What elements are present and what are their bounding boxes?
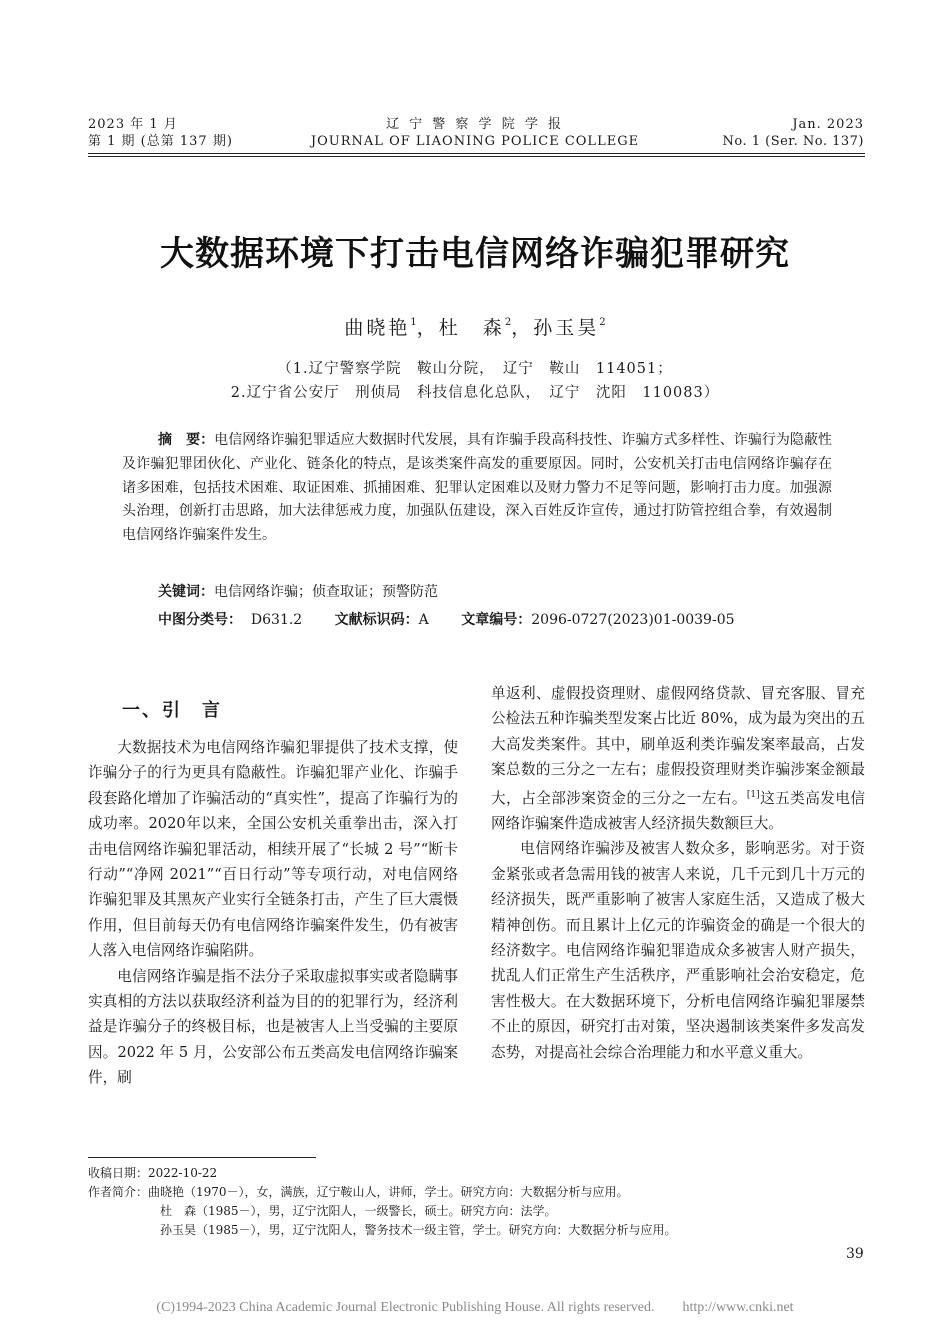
keywords-text: 电信网络诈骗；侦查取证；预警防范: [214, 584, 438, 600]
article-title: 大数据环境下打击电信网络诈骗犯罪研究: [160, 234, 790, 274]
article-no-label: 文章编号：: [461, 612, 532, 628]
author-separator: ，: [511, 317, 534, 339]
author-list: [0, 313, 950, 340]
affiliation-1: （1.辽宁警察学院 鞍山分院， 辽宁 鞍山 114051；: [277, 361, 673, 377]
doc-code-label: 文献标识码：: [334, 612, 419, 628]
paragraph: 电信网络诈骗是指不法分子采取虚拟事实或者隐瞒事实真相的方法以获取经济利益为目的的犯罪行为，经济利益是诈骗分子的终极目标，也是被害人上当受骗的主要原因。2022 年 5 月，公安部公布五类高发电信网络诈骗案件，刷: [88, 967, 458, 1087]
author-affil-mark: 1: [410, 317, 417, 328]
header-date-en: Jan. 2023: [792, 117, 864, 132]
clc-label: 中图分类号：: [158, 612, 242, 628]
header-rule-bottom: [88, 156, 865, 157]
bio-label: 作者简介：: [88, 1185, 149, 1199]
affiliation-2: 2.辽宁省公安厅 刑侦局 科技信息化总队， 辽宁 沈阳 110083）: [230, 385, 720, 401]
doc-code-value: A: [418, 612, 429, 628]
right-column: [491, 681, 865, 1065]
author-name: 杜 森: [438, 317, 505, 339]
author-name: 曲晓艳: [344, 317, 411, 339]
author-affil-mark: 2: [599, 317, 606, 328]
keywords: [158, 581, 438, 603]
paragraph: 电信网络诈骗涉及被害人数众多，影响恶劣。对于资金紧张或者急需用钱的被害人来说，几千元到几十万元的经济损失，既严重影响了被害人家庭生活，又造成了极大精神创伤。而且累计上亿元的诈骗资金的确是一个很大的经济数字。电信网络诈骗犯罪造成众多被害人财产损失，扰乱人们正常生产生活秩序，严重影响社会治安稳定，危害性极大。在大数据环境下，分析电信网络诈骗犯罪屡禁不止的原因，研究打击对策，坚决遏制该类案件多发高发态势，对提高社会综合治理能力和水平意义重大。: [491, 840, 865, 1061]
header-rule-top: [88, 153, 865, 154]
footnote-rule: [88, 1157, 316, 1158]
article-no-value: 2096-0727(2023)01-0039-05: [531, 612, 735, 628]
abstract-text: 电信网络诈骗犯罪适应大数据时代发展，具有诈骗手段高科技性、诈骗方式多样性、诈骗行为隐蔽性及诈骗犯罪团伙化、产业化、链条化的特点，是该类案件高发的重要原因。同时，公安机关打击电信网络诈骗存在诸多困难，包括技术困难、取证困难、抓捕困难、犯罪认定困难以及财力警力不足等问题，影响打击力度。加强源头治理，创新打击思路，加大法律惩戒力度，加强队伍建设，深入百姓反诈宣传，通过打防管控组合拳，有效遏制电信网络诈骗案件发生。: [122, 432, 832, 544]
author-bio-1: 作者简介：曲晓艳（1970－），女，满族，辽宁鞍山人，讲师，学士。研究方向：大数据分析与应用。: [88, 1185, 629, 1199]
author-affil-mark: 2: [504, 317, 512, 328]
author-name: 孙玉昊: [533, 317, 600, 339]
header-journal-en: JOURNAL OF LIAONING POLICE COLLEGE: [310, 134, 640, 149]
copyright-line: (C)1994-2023 China Academic Journal Electronic Publishing House. All rights reserved. http://www.cnki.net: [156, 1300, 794, 1315]
keywords-label: 关键词：: [158, 584, 214, 600]
left-column: [88, 735, 458, 1091]
page-number: 39: [846, 1246, 864, 1262]
clc-value: D631.2: [250, 612, 303, 628]
header-journal-cn: 辽 宁 警 察 学 院 学 报: [386, 117, 564, 132]
header-issue-en: No. 1 (Ser. No. 137): [722, 134, 864, 149]
paragraph: 大数据技术为电信网络诈骗犯罪提供了技术支撑，使诈骗分子的行为更具有隐蔽性。诈骗犯罪产业化、诈骗手段套路化增加了诈骗活动的“真实性”，提高了诈骗行为的成功率。2020年以来，全国公安机关重拳出击，深入打击电信网络诈骗犯罪活动，相续开展了“长城 2 号”“断卡行动”“净网 2021”“百日行动”等专项行动，对电信网络诈骗犯罪及其黑灰产业实行全链条打击，产生了巨大震慑作用，但目前每天仍有电信网络诈骗案件发生，仍有被害人落入电信网络诈骗陷阱。: [88, 739, 458, 960]
section-heading: 一、引 言: [122, 700, 222, 721]
abstract-label: 摘 要：: [158, 432, 215, 448]
abstract: [122, 429, 832, 548]
author-bio-3: 孙玉昊（1985－），男，辽宁沈阳人，警务技术一级主管，学士。研究方向：大数据分析与应用。: [160, 1223, 677, 1237]
author-bio-2: 杜 森（1985－），男，辽宁沈阳人，一级警长，硕士。研究方向：法学。: [160, 1204, 557, 1218]
classification: [158, 609, 763, 631]
header-issue: 第 1 期 (总第 137 期): [88, 134, 233, 149]
author-separator: ，: [416, 317, 439, 339]
paragraph: 单返利、虚假投资理财、虚假网络贷款、冒充客服、冒充公检法五种诈骗类型发案占比近 80%，成为最为突出的五大高发类案件。其中，刷单返利类诈骗发案率最高，占发案总数的三分之一左右；虚假投资理财类诈骗涉案金额最大，占全部涉案资金的三分之一左右。[1]这五类高发电信网络诈骗案件造成被害人经济损失数额巨大。: [491, 685, 865, 833]
citation-ref: [1]: [746, 789, 760, 800]
received-date: 收稿日期：2022-10-22: [88, 1166, 218, 1180]
header-date: 2023 年 1 月: [88, 117, 178, 132]
